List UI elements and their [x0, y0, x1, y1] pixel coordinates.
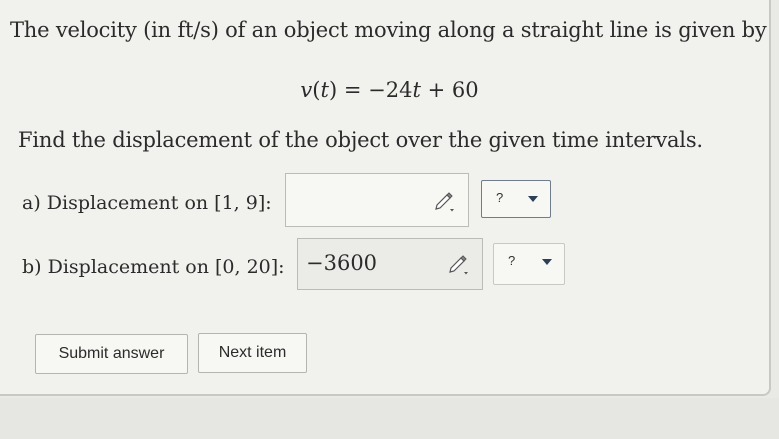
part-a-unit-dropdown[interactable] — [481, 180, 551, 218]
equation-rhs-variable: t — [412, 78, 421, 102]
part-b-label: b) Displacement on [0, 20]: — [22, 256, 285, 278]
problem-intro: The velocity (in ft/s) of an object moving along a straight line is given by — [10, 18, 767, 42]
submit-answer-button[interactable]: Submit answer — [35, 334, 188, 374]
chevron-down-icon — [542, 259, 552, 265]
pencil-icon[interactable] — [446, 253, 472, 275]
part-b-answer-input[interactable] — [297, 238, 483, 290]
part-b-unit-value: ? — [508, 253, 516, 268]
equation-variable: t — [320, 78, 329, 102]
part-b-unit-dropdown[interactable] — [493, 243, 565, 285]
equation-open-paren: ( — [312, 78, 321, 102]
equation-constant: + 60 — [420, 78, 479, 102]
problem-instruction: Find the displacement of the object over the given time intervals. — [18, 128, 703, 152]
equation-equals: = — [337, 78, 369, 102]
equation-function-name: v — [300, 78, 313, 102]
equation-close-paren: ) — [328, 78, 338, 102]
part-b-answer-value: −3600 — [306, 251, 378, 275]
equation-coefficient: −24 — [368, 78, 413, 102]
part-a-unit-value: ? — [496, 190, 504, 205]
chevron-down-icon — [528, 196, 538, 202]
part-a-label: a) Displacement on [1, 9]: — [22, 192, 272, 214]
velocity-equation — [0, 78, 779, 102]
part-a-answer-input[interactable] — [285, 173, 469, 227]
pencil-icon[interactable] — [432, 190, 458, 212]
page-background-strip — [0, 398, 779, 439]
next-item-button[interactable]: Next item — [198, 333, 307, 373]
